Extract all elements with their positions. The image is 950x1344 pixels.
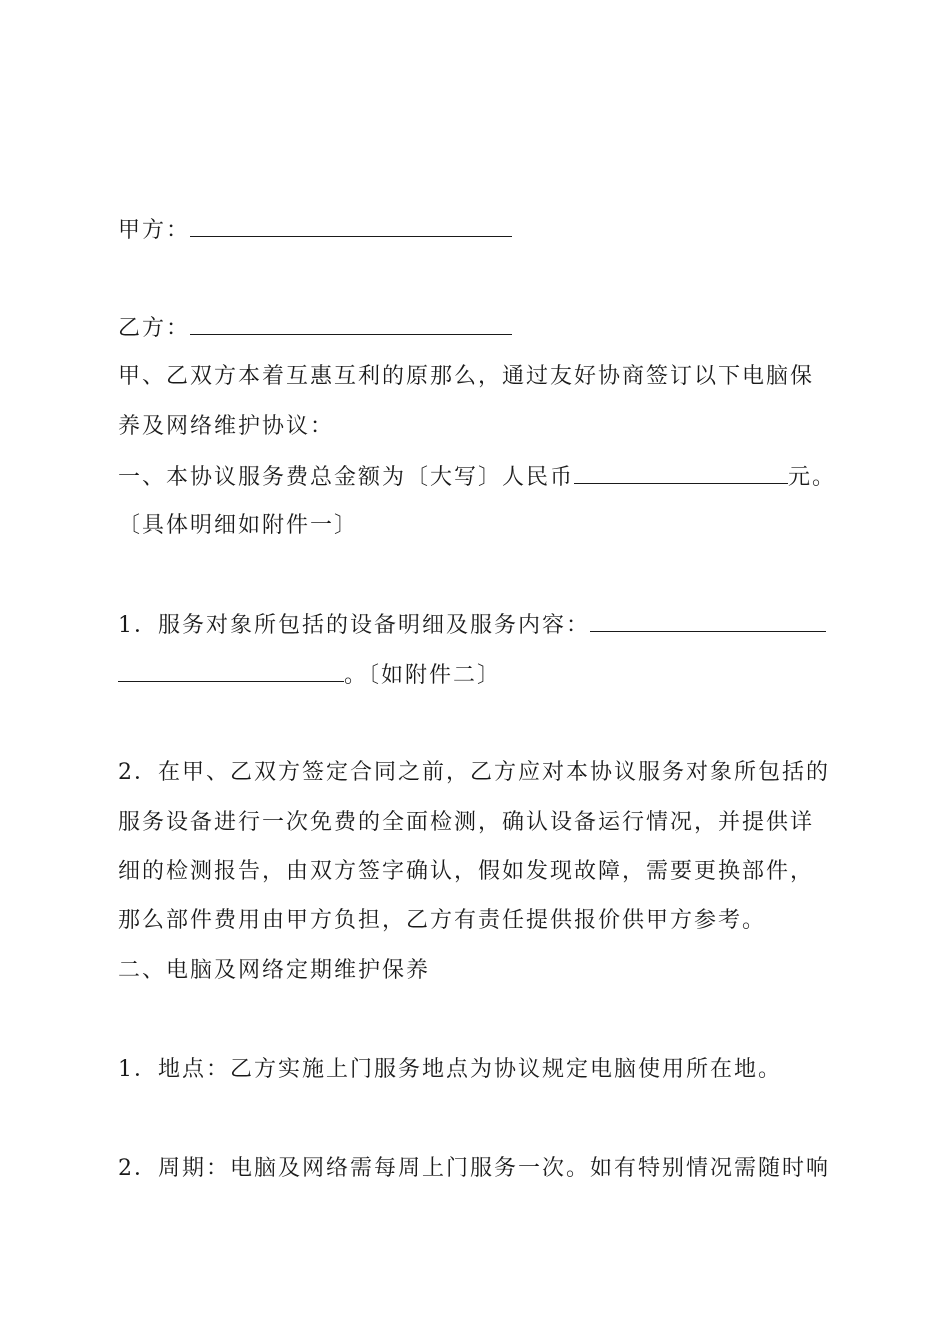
party-b-blank <box>190 312 512 335</box>
item2-line-2: 服务设备进行一次免费的全面检测，确认设备运行情况，并提供详 <box>118 810 815 835</box>
intro-line-1: 甲、乙双方本着互惠互利的原那么，通过友好协商签订以下电脑保 <box>118 364 815 389</box>
section1-fee-prefix: 一、本协议服务费总金额为〔大写〕人民币 <box>118 465 575 490</box>
item2-line-3: 细的检测报告，由双方签字确认，假如发现故障，需要更换部件， <box>118 859 815 884</box>
section1-note: 〔具体明细如附件一〕 <box>118 513 359 538</box>
item1-suffix: 。〔如附件二〕 <box>344 663 502 688</box>
item2-line-1: 2．在甲、乙双方签定合同之前，乙方应对本协议服务对象所包括的 <box>118 760 830 785</box>
party-a-blank <box>190 214 512 237</box>
item1-text: 1．服务对象所包括的设备明细及服务内容： <box>118 613 590 638</box>
item1-line-1 <box>118 609 826 641</box>
section1-fee-line <box>118 461 836 493</box>
item1-line-2 <box>118 659 501 691</box>
section2-title: 二、电脑及网络定期维护保养 <box>118 958 431 983</box>
section1-fee-blank <box>574 461 788 484</box>
party-b-label: 乙方： <box>118 316 191 341</box>
party-a-label: 甲方： <box>118 218 191 243</box>
sub2-text: 2．周期：电脑及网络需每周上门服务一次。如有特别情况需随时响 <box>118 1156 830 1181</box>
item2-line-4: 那么部件费用由甲方负担，乙方有责任提供报价供甲方参考。 <box>118 908 767 933</box>
section1-fee-suffix: 元。 <box>788 465 837 490</box>
party-a-line <box>118 214 512 246</box>
party-b-line <box>118 312 512 344</box>
item1-blank-1 <box>590 609 826 632</box>
sub1-text: 1．地点：乙方实施上门服务地点为协议规定电脑使用所在地。 <box>118 1057 782 1082</box>
intro-line-2: 养及网络维护协议： <box>118 414 335 439</box>
item1-blank-2 <box>118 659 344 682</box>
